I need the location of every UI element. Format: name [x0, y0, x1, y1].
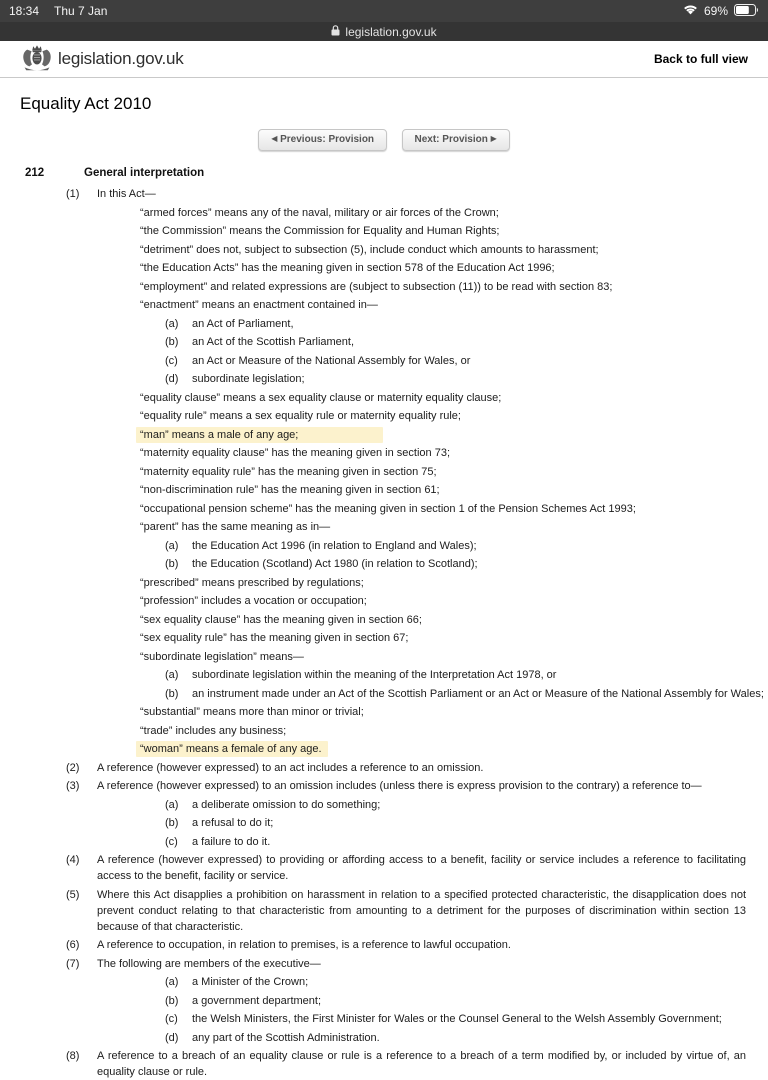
provision-line-text: A reference (however expressed) to an act includes a reference to an omission.	[97, 761, 484, 774]
provision-line	[0, 575, 768, 591]
provision-line-text: a government department;	[192, 994, 322, 1007]
provision-line	[0, 778, 768, 794]
provision-line	[0, 334, 768, 350]
provision-line	[0, 741, 768, 757]
provision-line	[0, 538, 768, 554]
provision-line-text: A reference (however expressed) to an omission includes (unless there is express provision to the contrary) a reference to—	[97, 780, 702, 792]
provision-line	[0, 974, 768, 990]
provision-line-text: “profession” includes a vocation or occupation;	[140, 595, 367, 607]
provision-line	[0, 667, 768, 683]
provision-line-text: “parent” has the same meaning as in—	[140, 521, 331, 533]
provision-marker: (b)	[165, 994, 179, 1007]
provision-line-text: “maternity equality clause” has the meaning given in section 73;	[140, 447, 451, 459]
provision-line-text: “equality rule” means a sex equality rule or maternity equality rule;	[140, 410, 461, 422]
provision-line	[0, 390, 768, 406]
provision-line	[0, 519, 768, 535]
provision-line	[0, 260, 768, 276]
provision-marker: (b)	[165, 817, 179, 829]
clock: 18:34	[9, 4, 40, 18]
status-bar	[0, 0, 768, 22]
section-title: General interpretation	[84, 167, 205, 179]
provision-line	[0, 279, 768, 295]
provision-line-text: A reference (however expressed) to providing or affording access to a benefit, facility or service includes a reference to facilitating access to the benefit, facility or service.	[97, 854, 746, 882]
provision-line-text: subordinate legislation within the meaning of the Interpretation Act 1978, or	[192, 669, 557, 681]
provision-line	[0, 887, 768, 935]
provision-line	[0, 223, 768, 239]
provision-line-text: In this Act—	[97, 188, 156, 200]
provision-line-text: “enactment” means an enactment contained in—	[140, 299, 378, 311]
provision-marker: (c)	[165, 1013, 178, 1025]
provision-line	[0, 242, 768, 258]
provision-marker: (6)	[66, 939, 80, 951]
provision-marker: (c)	[165, 354, 178, 367]
provision-line-text: an Act of Parliament,	[192, 317, 294, 330]
lock-icon	[331, 25, 340, 39]
provision-line	[0, 723, 768, 739]
provision-line	[0, 593, 768, 609]
provision-line-text: “sex equality rule” has the meaning given in section 67;	[140, 632, 409, 644]
provision-line	[0, 852, 768, 884]
provision-line-text: A reference to occupation, in relation to premises, is a reference to lawful occupation.	[97, 939, 511, 951]
address-bar[interactable]	[0, 22, 768, 41]
provision-marker: (a)	[165, 976, 179, 988]
provision-line	[0, 464, 768, 480]
provision-line-text	[140, 741, 746, 757]
provision-marker: (b)	[165, 558, 179, 570]
section-heading	[0, 165, 768, 181]
provision-body	[0, 186, 768, 1080]
provision-marker: (b)	[165, 687, 179, 700]
provision-line-text: an Act or Measure of the National Assembly for Wales, or	[192, 354, 471, 367]
date: Thu 7 Jan	[54, 4, 108, 18]
provision-line	[0, 371, 768, 387]
right-arrow-icon: ▶	[490, 134, 497, 143]
provision-text	[0, 165, 768, 1080]
provision-line-text: a failure to do it.	[192, 835, 271, 848]
provision-marker: (d)	[165, 1031, 179, 1044]
provision-line	[0, 501, 768, 517]
provision-marker: (a)	[165, 539, 179, 552]
provision-line-text: The following are members of the executive—	[97, 957, 321, 970]
provision-line	[0, 993, 768, 1009]
provision-line	[0, 297, 768, 313]
provision-line	[0, 686, 768, 702]
highlighted-definition: “man” means a male of any age;	[136, 427, 383, 443]
provision-marker: (a)	[165, 669, 179, 681]
provision-line	[0, 353, 768, 369]
battery-icon	[734, 4, 759, 19]
provision-marker: (4)	[66, 854, 80, 866]
provision-line-text: “occupational pension scheme” has the meaning given in section 1 of the Pension Schemes Act 1993;	[140, 502, 636, 515]
provision-line	[0, 612, 768, 628]
provision-marker: (2)	[66, 761, 80, 774]
provision-line-text: “trade” includes any business;	[140, 724, 287, 737]
provision-line	[0, 956, 768, 972]
provision-line	[0, 205, 768, 221]
provision-line	[0, 649, 768, 665]
provision-line-text: “armed forces” means any of the naval, military or air forces of the Crown;	[140, 206, 499, 219]
battery-percent: 69%	[703, 4, 728, 18]
address-url: legislation.gov.uk	[345, 24, 437, 39]
provision-line	[0, 427, 768, 443]
provision-line-text: a refusal to do it;	[192, 817, 274, 829]
provision-line	[0, 815, 768, 831]
provision-nav	[0, 129, 768, 151]
left-arrow-icon: ◀	[271, 134, 278, 143]
provision-line-text: an Act of the Scottish Parliament,	[192, 336, 355, 348]
provision-line	[0, 1011, 768, 1027]
site-header	[0, 41, 768, 78]
provision-line-text: “subordinate legislation” means—	[140, 650, 304, 663]
section-number: 212	[25, 167, 45, 179]
site-name: legislation.gov.uk	[58, 49, 184, 68]
provision-line	[0, 760, 768, 776]
wifi-icon	[683, 4, 698, 18]
provision-line-text: “employment” and related expressions are (subject to subsection (11)) to be read with section 83;	[140, 280, 613, 293]
provision-line-text: “the Education Acts” has the meaning given in section 578 of the Education Act 1996;	[140, 262, 555, 274]
provision-line	[0, 797, 768, 813]
provision-marker: (1)	[66, 188, 80, 200]
provision-line	[0, 556, 768, 572]
provision-line-text: a deliberate omission to do something;	[192, 798, 381, 811]
provision-line-text: any part of the Scottish Administration.	[192, 1031, 380, 1044]
provision-line-text: “detriment” does not, subject to subsection (5), include conduct which amounts to harassment;	[140, 243, 599, 256]
provision-line	[0, 937, 768, 953]
provision-marker: (a)	[165, 317, 179, 330]
provision-line-text: the Education Act 1996 (in relation to England and Wales);	[192, 539, 477, 552]
provision-marker: (c)	[165, 835, 178, 848]
provision-line-text: a Minister of the Crown;	[192, 976, 309, 988]
provision-marker: (7)	[66, 957, 80, 970]
provision-line-text: the Welsh Ministers, the First Minister for Wales or the Counsel General to the Welsh Assembly Government;	[192, 1013, 722, 1025]
provision-line-text: Where this Act disapplies a prohibition on harassment in relation to a specified protected characteristic, the disapplication does not prevent conduct relating to that characteristic from amounting to a detriment for the purposes of discrimination within section 13 because of that characteristic.	[97, 888, 746, 933]
provision-marker: (5)	[66, 888, 80, 901]
page-title: Equality Act 2010	[20, 94, 152, 113]
provision-line	[0, 630, 768, 646]
provision-marker: (8)	[66, 1050, 80, 1062]
highlighted-definition: “woman” means a female of any age.	[136, 741, 328, 757]
provision-line-text: an instrument made under an Act of the Scottish Parliament or an Act or Measure of the National Assembly for Wales;	[192, 687, 764, 700]
provision-marker: (b)	[165, 336, 179, 348]
provision-line-text: “prescribed” means prescribed by regulations;	[140, 576, 364, 589]
provision-line	[0, 834, 768, 850]
provision-line-text: A reference to a breach of an equality clause or rule is a reference to a breach of a term modified by, or included by virtue of, an equality clause or rule.	[97, 1050, 746, 1078]
provision-line	[0, 186, 768, 202]
provision-line	[0, 704, 768, 720]
back-to-full-view-link[interactable]: Back to full view	[653, 52, 748, 66]
provision-line	[0, 1030, 768, 1046]
provision-line-text: “the Commission” means the Commission for Equality and Human Rights;	[140, 225, 500, 237]
provision-line	[0, 316, 768, 332]
provision-line-text: “equality clause” means a sex equality clause or maternity equality clause;	[140, 391, 502, 404]
next-provision-button[interactable]: Next: Provision ▶	[402, 129, 510, 151]
previous-provision-button[interactable]: ◀ Previous: Provision	[258, 129, 387, 151]
provision-line-text: subordinate legislation;	[192, 373, 305, 385]
provision-line-text: “maternity equality rule” has the meaning given in section 75;	[140, 465, 437, 478]
provision-line	[0, 482, 768, 498]
royal-arms-icon	[20, 41, 54, 77]
provision-line-text: the Education (Scotland) Act 1980 (in relation to Scotland);	[192, 558, 478, 570]
provision-line	[0, 445, 768, 461]
provision-line-text	[140, 427, 746, 443]
provision-line-text: “substantial” means more than minor or trivial;	[140, 706, 364, 718]
provision-marker: (3)	[66, 780, 80, 792]
provision-line-text: “sex equality clause” has the meaning given in section 66;	[140, 613, 422, 626]
provision-line	[0, 408, 768, 424]
provision-marker: (d)	[165, 373, 179, 385]
site-logo-link[interactable]	[20, 41, 184, 77]
provision-marker: (a)	[165, 798, 179, 811]
provision-line	[0, 1048, 768, 1080]
provision-line-text: “non-discrimination rule” has the meaning given in section 61;	[140, 484, 440, 496]
